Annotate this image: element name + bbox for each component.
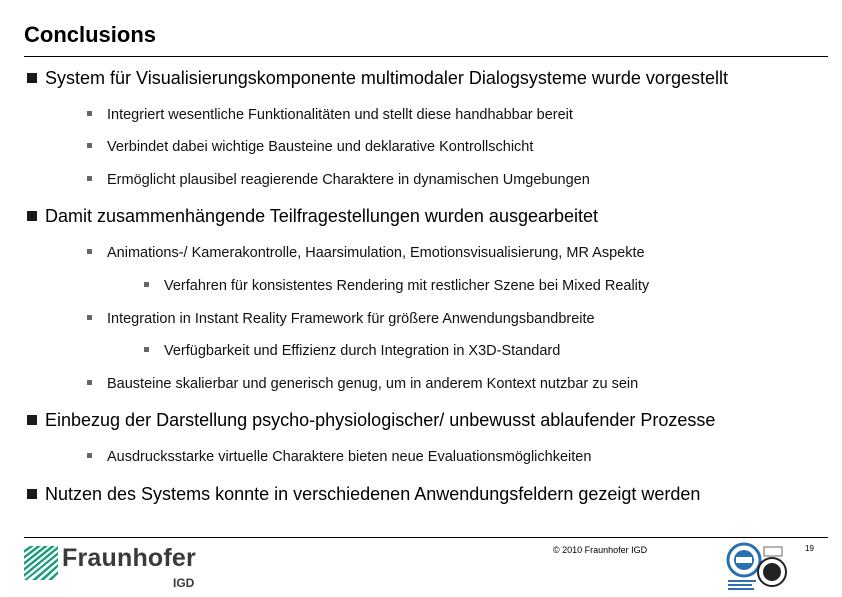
small-square-bullet-icon [87, 143, 92, 148]
sub-bullet-text: Verfahren für konsistentes Rendering mit restlicher Szene bei Mixed Reality [164, 278, 650, 294]
small-square-bullet-icon [87, 380, 92, 385]
sub-bullet-text: Integration in Instant Reality Framework für größere Anwendungsbandbreite [107, 311, 595, 327]
bullet-text: Einbezug der Darstellung psycho-physiologischer/ unbewusst ablaufender Prozesse [45, 410, 716, 430]
sub-bullet-2-2 [87, 311, 595, 327]
bullet-text: Damit zusammenhängende Teilfragestellungen wurden ausgearbeitet [45, 206, 599, 226]
page-number: 19 [805, 544, 814, 553]
title-rule [24, 56, 828, 57]
bullet-point-3 [27, 410, 715, 431]
small-square-bullet-icon [144, 347, 149, 352]
slide-title: Conclusions [24, 22, 157, 47]
square-bullet-icon [27, 489, 37, 499]
sub-bullet-1-3 [87, 172, 590, 188]
small-square-bullet-icon [87, 315, 92, 320]
sub-bullet-text: Integriert wesentliche Funktionalitäten und stellt diese handhabbar bereit [107, 107, 573, 123]
fraunhofer-logo [24, 546, 204, 592]
sub-bullet-2-1 [87, 245, 645, 261]
sub-bullet-text: Verbindet dabei wichtige Bausteine und deklarative Kontrollschicht [107, 139, 534, 155]
small-square-bullet-icon [87, 176, 92, 181]
bullet-point-2 [27, 206, 598, 227]
square-bullet-icon [27, 73, 37, 83]
sub-bullet-2-3 [87, 376, 638, 392]
bullet-text: System für Visualisierungskomponente multimodaler Dialogsysteme wurde vorgestellt [45, 68, 728, 88]
sub-bullet-text: Verfügbarkeit und Effizienz durch Integration in X3D-Standard [164, 343, 561, 359]
small-square-bullet-icon [87, 453, 92, 458]
square-bullet-icon [27, 415, 37, 425]
small-square-bullet-icon [87, 111, 92, 116]
footer-rule [24, 537, 828, 538]
logo-wordmark: Fraunhofer [62, 544, 196, 572]
logo-subtitle: IGD [173, 576, 195, 590]
small-square-bullet-icon [144, 282, 149, 287]
sub-sub-bullet-2-1-1 [144, 278, 649, 294]
certification-seals-icon [724, 542, 794, 592]
square-bullet-icon [27, 211, 37, 221]
small-square-bullet-icon [87, 249, 92, 254]
sub-bullet-text: Bausteine skalierbar und generisch genug, um in anderem Kontext nutzbar zu sein [107, 376, 639, 392]
sub-bullet-text: Ermöglicht plausibel reagierende Charaktere in dynamischen Umgebungen [107, 172, 590, 188]
fraunhofer-logo-icon [24, 546, 58, 580]
bullet-point-4 [27, 484, 700, 505]
sub-bullet-text: Ausdrucksstarke virtuelle Charaktere bieten neue Evaluationsmöglichkeiten [107, 449, 592, 465]
copyright-text: © 2010 Fraunhofer IGD [553, 545, 648, 555]
sub-bullet-text: Animations-/ Kamerakontrolle, Haarsimulation, Emotionsvisualisierung, MR Aspekte [107, 245, 645, 261]
bullet-point-1 [27, 68, 728, 89]
sub-bullet-1-1 [87, 107, 573, 123]
sub-sub-bullet-2-2-1 [144, 343, 560, 359]
bullet-text: Nutzen des Systems konnte in verschiedenen Anwendungsfeldern gezeigt werden [45, 484, 701, 504]
sub-bullet-1-2 [87, 139, 533, 155]
sub-bullet-3-1 [87, 449, 591, 465]
